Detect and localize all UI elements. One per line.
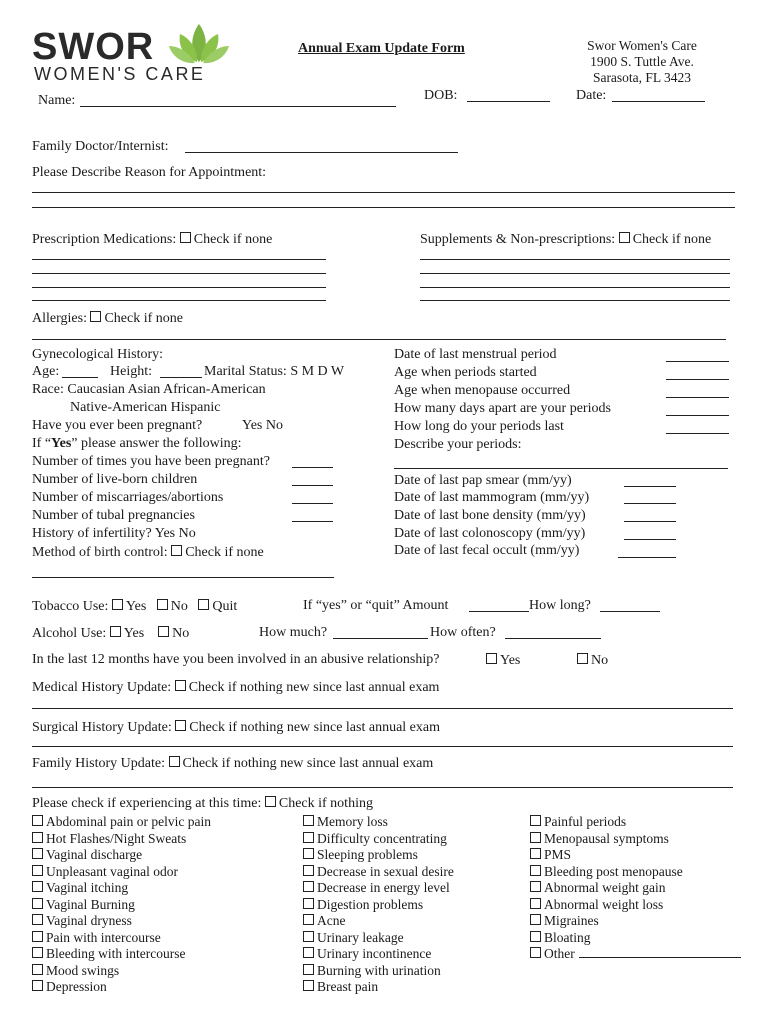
pap-smear-label: Date of last pap smear (mm/yy) [394, 473, 572, 488]
clinic-city: Sarasota, FL 3423 [592, 70, 692, 85]
logo-swor-text: SWOR [32, 26, 155, 68]
abuse-yes-checkbox[interactable] [486, 653, 497, 664]
alcohol-how-much-input[interactable] [333, 638, 428, 639]
alcohol-yes-checkbox[interactable] [110, 626, 121, 637]
tobacco-label: Tobacco Use: [32, 599, 109, 614]
symptom-item[interactable]: Abdominal pain or pelvic pain [32, 814, 211, 831]
prescription-line[interactable] [32, 300, 326, 301]
symptom-item[interactable]: Digestion problems [303, 897, 454, 914]
symptoms-nothing-checkbox[interactable] [265, 796, 276, 807]
clinic-address [572, 38, 712, 86]
surgical-history-label: Surgical History Update: Check if nothing new since last annual exam [32, 720, 440, 735]
symptom-item[interactable]: Bleeding with intercourse [32, 946, 211, 963]
miscarriages-input[interactable] [292, 503, 333, 504]
symptom-item[interactable]: Vaginal Burning [32, 897, 211, 914]
symptom-item[interactable]: Abnormal weight gain [530, 880, 741, 897]
symptom-item[interactable]: PMS [530, 847, 741, 864]
race-options-2[interactable]: Native-American Hispanic [70, 400, 221, 415]
other-input[interactable] [579, 946, 741, 958]
alcohol-label: Alcohol Use: [32, 626, 107, 641]
prescription-line[interactable] [32, 273, 326, 274]
fecal-occult-label: Date of last fecal occult (mm/yy) [394, 543, 580, 558]
fecal-occult-input[interactable] [618, 557, 676, 558]
surgical-nothing-new-checkbox[interactable] [175, 720, 186, 731]
symptom-item[interactable]: Menopausal symptoms [530, 831, 741, 848]
tobacco-amount-label: If “yes” or “quit” Amount [303, 598, 449, 613]
clinic-street: 1900 S. Tuttle Ave. [590, 54, 694, 69]
medical-history-line[interactable] [32, 708, 733, 709]
live-born-input[interactable] [292, 485, 333, 486]
abuse-question: In the last 12 months have you been involved in an abusive relationship? [32, 652, 440, 667]
tubal-input[interactable] [292, 521, 333, 522]
name-input[interactable] [80, 106, 396, 107]
periods-started-input[interactable] [666, 379, 729, 380]
symptom-item[interactable]: Hot Flashes/Night Sweats [32, 831, 211, 848]
abuse-no-checkbox[interactable] [577, 653, 588, 664]
alcohol-how-much-label: How much? [259, 625, 328, 640]
symptom-item[interactable]: Migraines [530, 913, 741, 930]
symptom-item-other[interactable]: Other [530, 946, 741, 963]
prescription-none-label: Check if none [193, 232, 273, 247]
symptom-item[interactable]: Abnormal weight loss [530, 897, 741, 914]
gyn-heading: Gynecological History: [32, 347, 164, 362]
tobacco-how-long-label: How long? [529, 598, 591, 613]
family-history-line[interactable] [32, 787, 733, 788]
age-input[interactable] [62, 377, 98, 378]
period-length-label: How long do your periods last [394, 419, 564, 434]
period-length-input[interactable] [666, 433, 729, 434]
supplements-line[interactable] [420, 287, 730, 288]
prescription-label: Prescription Medications: Check if none [32, 232, 273, 247]
tobacco-amount-input[interactable] [469, 611, 529, 612]
clinic-name: Swor Women's Care [587, 38, 697, 53]
pregnant-question: Have you ever been pregnant? [32, 418, 203, 433]
days-apart-input[interactable] [666, 415, 729, 416]
supplements-line[interactable] [420, 273, 730, 274]
infertility-question[interactable]: History of infertility? Yes No [32, 526, 196, 541]
lotus-icon [168, 22, 230, 66]
prescription-line[interactable] [32, 287, 326, 288]
medical-nothing-new-checkbox[interactable] [175, 680, 186, 691]
symptom-item[interactable]: Breast pain [303, 979, 454, 996]
supplements-none-label: Check if none [632, 232, 712, 247]
live-born-label: Number of live-born children [32, 472, 198, 487]
symptom-item[interactable]: Bleeding post menopause [530, 864, 741, 881]
reason-line-2[interactable] [32, 207, 735, 208]
symptoms-col-2 [303, 814, 454, 996]
dob-input[interactable] [467, 101, 550, 102]
symptom-item[interactable]: Urinary leakage [303, 930, 454, 947]
symptom-item[interactable]: Decrease in sexual desire [303, 864, 454, 881]
surgical-history-line[interactable] [32, 746, 733, 747]
logo-womens-care-text: WOMEN'S CARE [34, 64, 206, 84]
tubal-label: Number of tubal pregnancies [32, 508, 195, 523]
mammogram-label: Date of last mammogram (mm/yy) [394, 490, 590, 505]
birth-control-input[interactable] [32, 577, 334, 578]
symptom-item[interactable]: Memory loss [303, 814, 454, 831]
tobacco-row: Tobacco Use: Yes No Quit [32, 599, 238, 614]
birth-control-none-checkbox[interactable] [171, 545, 182, 556]
prescription-none-checkbox[interactable] [180, 232, 191, 243]
symptoms-col-1 [32, 814, 211, 996]
reason-line-1[interactable] [32, 192, 735, 193]
birth-control-label: Method of birth control: Check if none [32, 545, 264, 560]
tobacco-no-checkbox[interactable] [157, 599, 168, 610]
bone-density-label: Date of last bone density (mm/yy) [394, 508, 586, 523]
days-apart-label: How many days apart are your periods [394, 401, 611, 416]
supplements-line[interactable] [420, 259, 730, 260]
menopause-age-label: Age when menopause occurred [394, 383, 571, 398]
symptom-item[interactable]: Sleeping problems [303, 847, 454, 864]
symptom-item[interactable]: Depression [32, 979, 211, 996]
family-history-label: Family History Update: Check if nothing new since last annual exam [32, 756, 434, 771]
times-pregnant-input[interactable] [292, 467, 333, 468]
colonoscopy-input[interactable] [624, 539, 676, 540]
height-label: Height: [110, 364, 152, 379]
birth-control-none-label: Check if none [185, 545, 264, 560]
form-title: Annual Exam Update Form [298, 41, 465, 56]
height-input[interactable] [160, 377, 202, 378]
supplements-label: Supplements & Non-prescriptions: Check if none [420, 232, 712, 247]
symptom-item[interactable]: Decrease in energy level [303, 880, 454, 897]
miscarriages-label: Number of miscarriages/abortions [32, 490, 224, 505]
dob-label: DOB: [424, 88, 458, 103]
family-nothing-new-checkbox[interactable] [169, 756, 180, 767]
symptom-item[interactable]: Painful periods [530, 814, 741, 831]
symptom-item[interactable]: Vaginal dryness [32, 913, 211, 930]
abuse-yes: Yes [486, 653, 520, 668]
colonoscopy-label: Date of last colonoscopy (mm/yy) [394, 526, 586, 541]
marital-status[interactable]: Marital Status: S M D W [204, 364, 345, 379]
alcohol-row: Alcohol Use: Yes No [32, 626, 190, 641]
date-label: Date: [576, 88, 607, 103]
times-pregnant-label: Number of times you have been pregnant? [32, 454, 270, 469]
allergies-line[interactable] [32, 339, 726, 340]
describe-periods-label: Describe your periods: [394, 437, 522, 452]
alcohol-no-checkbox[interactable] [158, 626, 169, 637]
symptom-item[interactable]: Bloating [530, 930, 741, 947]
tobacco-yes-checkbox[interactable] [112, 599, 123, 610]
prescription-line[interactable] [32, 259, 326, 260]
allergies-none-checkbox[interactable] [90, 311, 101, 322]
symptom-item[interactable]: Vaginal discharge [32, 847, 211, 864]
symptoms-col-3 [530, 814, 741, 963]
tobacco-quit-checkbox[interactable] [198, 599, 209, 610]
periods-started-label: Age when periods started [394, 365, 537, 380]
symptom-item[interactable]: Vaginal itching [32, 880, 211, 897]
symptom-item[interactable]: Difficulty concentrating [303, 831, 454, 848]
medical-history-label: Medical History Update: Check if nothing new since last annual exam [32, 680, 440, 695]
alcohol-how-often-input[interactable] [505, 638, 601, 639]
symptom-item[interactable]: Pain with intercourse [32, 930, 211, 947]
family-doctor-input[interactable] [185, 152, 458, 153]
family-doctor-label: Family Doctor/Internist: [32, 139, 169, 154]
pregnant-yes-no[interactable]: Yes No [242, 418, 283, 433]
name-label: Name: [38, 93, 76, 108]
allergies-none-label: Check if none [104, 311, 183, 326]
lmp-label: Date of last menstrual period [394, 347, 557, 362]
describe-periods-input[interactable] [394, 468, 728, 469]
lmp-input[interactable] [666, 361, 729, 362]
symptom-item[interactable]: Urinary incontinence [303, 946, 454, 963]
pap-smear-input[interactable] [624, 486, 676, 487]
reason-label: Please Describe Reason for Appointment: [32, 165, 267, 180]
date-input[interactable] [612, 101, 705, 102]
race-options[interactable]: Race: Caucasian Asian African-American [32, 382, 266, 397]
supplements-line[interactable] [420, 300, 730, 301]
bone-density-input[interactable] [624, 521, 676, 522]
tobacco-how-long-input[interactable] [600, 611, 660, 612]
allergies-label: Allergies: Check if none [32, 311, 183, 326]
symptom-item[interactable]: Burning with urination [303, 963, 454, 980]
menopause-age-input[interactable] [666, 397, 729, 398]
alcohol-how-often-label: How often? [430, 625, 496, 640]
mammogram-input[interactable] [624, 503, 676, 504]
symptom-item[interactable]: Mood swings [32, 963, 211, 980]
age-label: Age: [32, 364, 60, 379]
symptom-item[interactable]: Unpleasant vaginal odor [32, 864, 211, 881]
symptom-item[interactable]: Acne [303, 913, 454, 930]
abuse-no: No [577, 653, 608, 668]
symptoms-heading: Please check if experiencing at this time: Check if nothing [32, 796, 373, 811]
if-yes-instruction: If “Yes” please answer the following: [32, 436, 242, 451]
supplements-none-checkbox[interactable] [619, 232, 630, 243]
